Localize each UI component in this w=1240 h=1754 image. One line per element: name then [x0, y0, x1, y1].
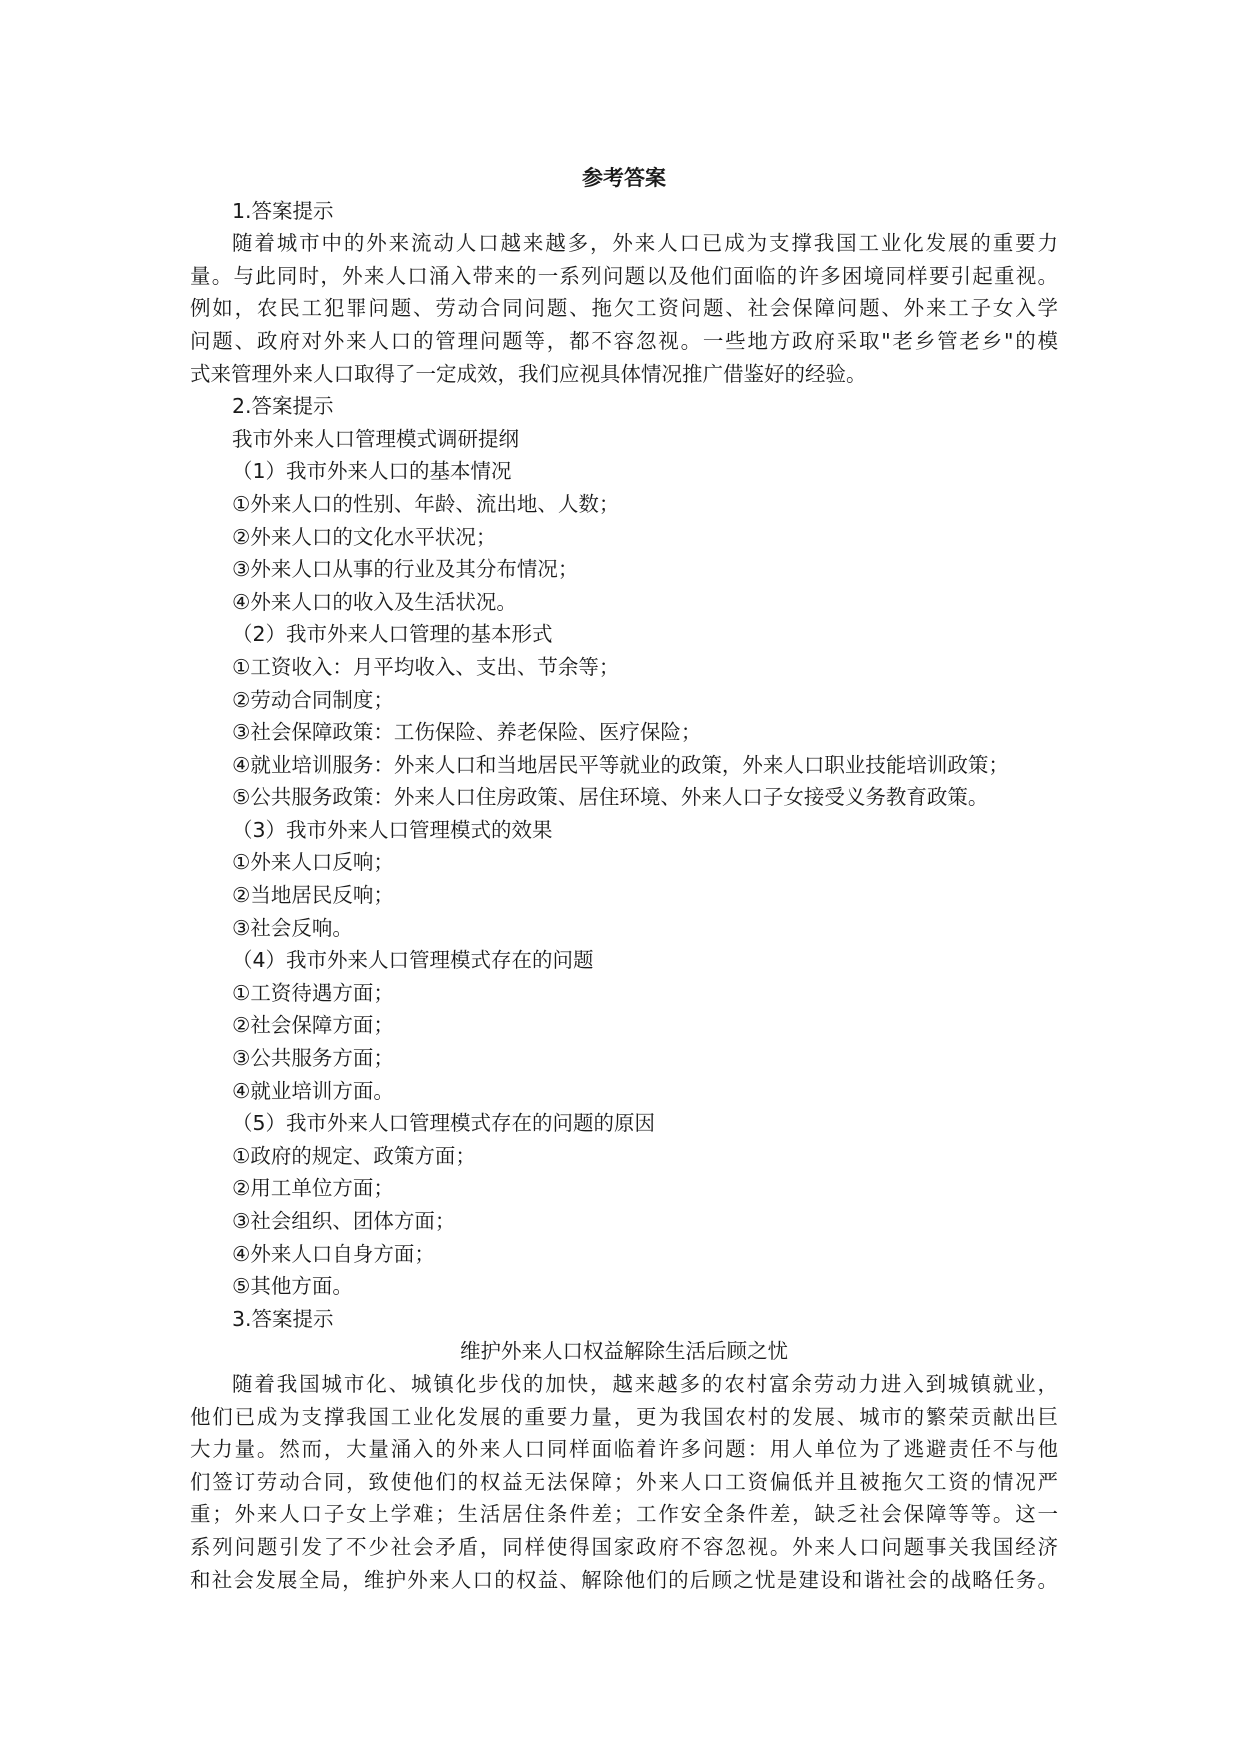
outline-item: ⑤其他方面。 [232, 1274, 353, 1299]
outline-item: （5）我市外来人口管理模式存在的问题的原因 [232, 1111, 656, 1136]
outline-title: 我市外来人口管理模式调研提纲 [232, 426, 519, 451]
outline-item: ④就业培训方面。 [232, 1078, 394, 1103]
section-3-heading: 3.答案提示 [232, 1306, 334, 1331]
section-1-line: 随着城市中的外来流动人口越来越多，外来人口已成为支撑我国工业化发展的重要力 [232, 231, 1058, 256]
essay-line: 大力量。然而，大量涌入的外来人口同样面临着许多问题：用人单位为了逃避责任不与他 [190, 1437, 1058, 1462]
section-1-line: 式来管理外来人口取得了一定成效，我们应视具体情况推广借鉴好的经验。 [190, 361, 867, 386]
document-title: 参考答案 [582, 166, 666, 190]
outline-item: ④外来人口自身方面； [232, 1241, 435, 1266]
section-1-line: 例如，农民工犯罪问题、劳动合同问题、拖欠工资问题、社会保障问题、外来工子女入学 [190, 296, 1058, 321]
outline-item: （1）我市外来人口的基本情况 [232, 459, 512, 484]
essay-line: 重；外来人口子女上学难；生活居住条件差；工作安全条件差，缺乏社会保障等等。这一 [190, 1502, 1058, 1527]
outline-item: ①工资收入：月平均收入、支出、节余等； [232, 654, 620, 679]
section-2-heading: 2.答案提示 [232, 394, 334, 419]
outline-item: ③社会组织、团体方面； [232, 1209, 456, 1233]
outline-item: ①工资待遇方面； [232, 980, 394, 1005]
outline-item: ③外来人口从事的行业及其分布情况； [232, 557, 579, 582]
essay-line: 和社会发展全局，维护外来人口的权益、解除他们的后顾之忧是建设和谐社会的战略任务。 [190, 1567, 1058, 1592]
outline-item: ②当地居民反响； [232, 883, 394, 908]
outline-item: ①外来人口的性别、年龄、流出地、人数； [232, 491, 620, 516]
outline-item: ③社会保障政策：工伤保险、养老保险、医疗保险； [232, 720, 702, 745]
essay-title: 维护外来人口权益解除生活后顾之忧 [460, 1339, 788, 1364]
document-page [190, 162, 1058, 1596]
essay-line: 随着我国城市化、城镇化步伐的加快，越来越多的农村富余劳动力进入到城镇就业， [232, 1371, 1058, 1396]
outline-item: ②外来人口的文化水平状况； [232, 524, 497, 549]
outline-item: （3）我市外来人口管理模式的效果 [232, 817, 553, 842]
outline-item: ①政府的规定、政策方面； [232, 1143, 476, 1168]
outline-item: （4）我市外来人口管理模式存在的问题 [232, 948, 594, 973]
outline-item: （2）我市外来人口管理的基本形式 [232, 622, 553, 647]
outline-item: ⑤公共服务政策：外来人口住房政策、居住环境、外来人口子女接受义务教育政策。 [232, 785, 989, 810]
section-1-heading: 1.答案提示 [232, 198, 334, 223]
essay-line: 们签订劳动合同，致使他们的权益无法保障；外来人口工资偏低并且被拖欠工资的情况严 [190, 1469, 1058, 1494]
section-1-line: 量。与此同时，外来人口涌入带来的一系列问题以及他们面临的许多困境同样要引起重视。 [190, 263, 1058, 288]
outline-item: ③公共服务方面； [232, 1046, 394, 1071]
outline-item: ④就业培训服务：外来人口和当地居民平等就业的政策，外来人口职业技能培训政策； [232, 752, 1009, 777]
outline-item: ③社会反响。 [232, 915, 353, 940]
outline-item: ②用工单位方面； [232, 1176, 394, 1201]
section-1-line: 问题、政府对外来人口的管理问题等，都不容忽视。一些地方政府采取"老乡管老乡"的模 [190, 328, 1058, 353]
outline-item: ④外来人口的收入及生活状况。 [232, 589, 517, 614]
outline-item: ②劳动合同制度； [232, 687, 394, 712]
essay-line: 他们已成为支撑我国工业化发展的重要力量，更为我国农村的发展、城市的繁荣贡献出巨 [190, 1404, 1058, 1429]
outline-item: ①外来人口反响； [232, 850, 394, 875]
essay-line: 系列问题引发了不少社会矛盾，同样使得国家政府不容忽视。外来人口问题事关我国经济 [190, 1534, 1058, 1559]
outline-item: ②社会保障方面； [232, 1013, 394, 1038]
